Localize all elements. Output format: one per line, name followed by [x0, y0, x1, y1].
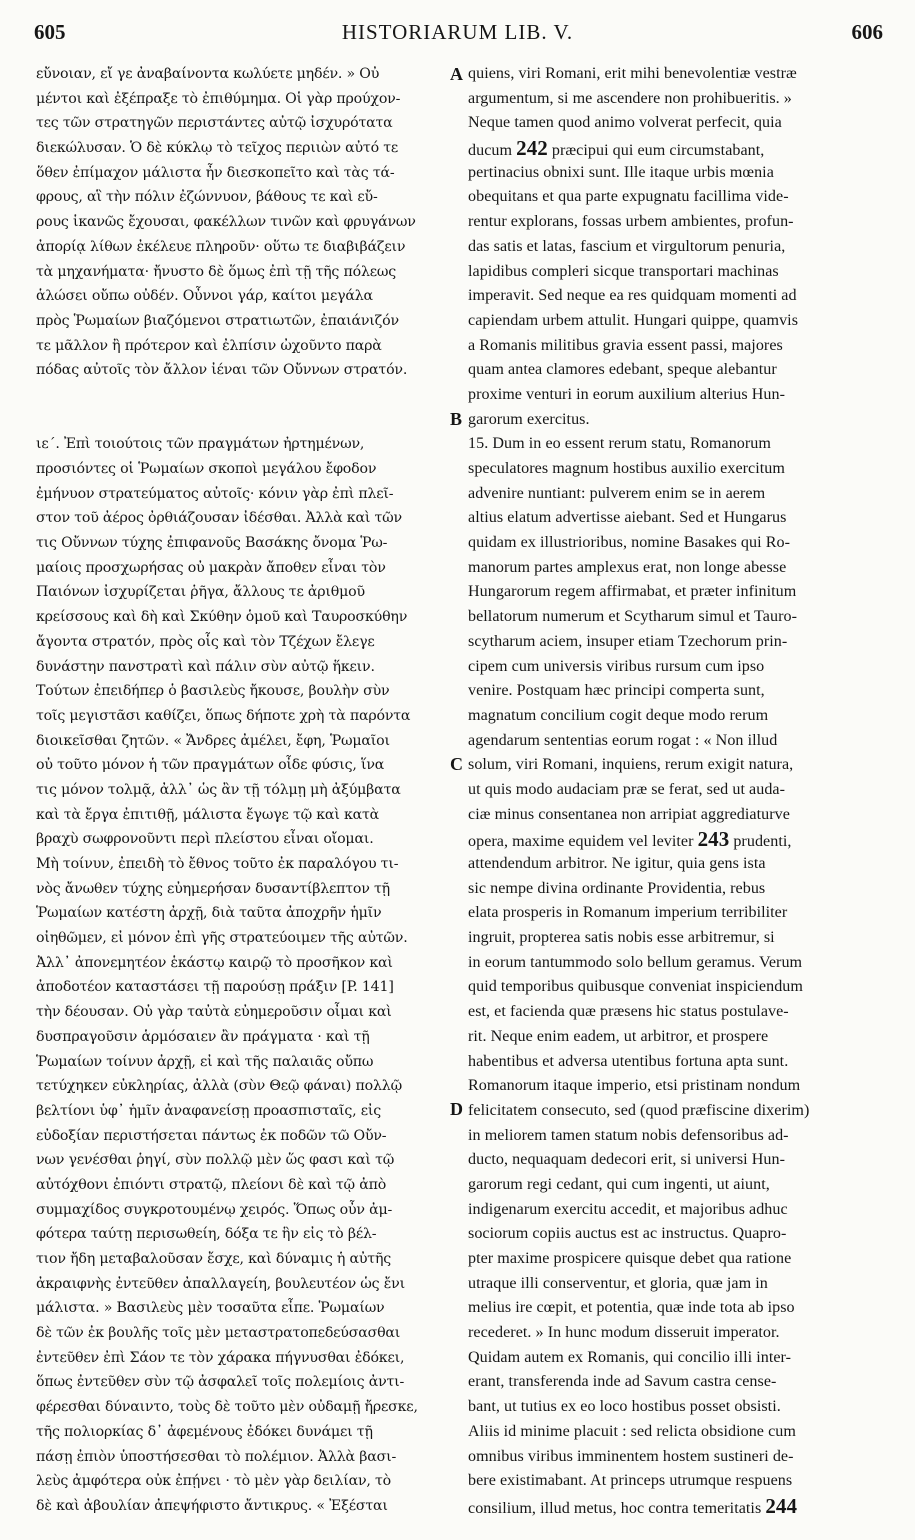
latin-text-line: Aliis id minime placuit : sed relicta obsidione cum: [468, 1422, 796, 1440]
greek-text-line: φότερα ταύτῃ περισωθείη, δόξα τε ἣν εἰς τὸ βέλ-: [36, 1226, 377, 1243]
latin-text-line: bant, ut tutius ex eo loco hostibus posset obsisti.: [468, 1398, 781, 1416]
greek-text-line: φρους, αἳ τὴν πόλιν ἐζώννυον, βάθους τε καὶ εὔ-: [36, 189, 378, 206]
latin-text-line: argumentum, si me ascendere non prohibueritis. »: [468, 89, 792, 107]
latin-text-column: [468, 62, 878, 1519]
page-number-right: 606: [851, 20, 883, 44]
section-marker-a: A: [450, 64, 463, 84]
latin-text-line: Romanorum itaque imperio, etsi pristinam nondum: [468, 1077, 801, 1095]
latin-text-line: imperavit. Sed neque ea res quidquam momenti ad: [468, 287, 797, 305]
greek-text-line: ἀποδοτέον καταστάσει τῇ παρούσῃ πράξιν [P. 141]: [36, 979, 394, 996]
latin-text-line: altius elatum advertisse aiebant. Sed et Hungarus: [468, 509, 787, 527]
greek-text-line: ἀκραιφνὴς ἐντεῦθεν ἀπαλλαγείη, βουλευτέον ὡς ἔνι: [36, 1275, 405, 1292]
greek-text-line: Μὴ τοίνυν, ἐπειδὴ τὸ ἔθνος τοῦτο ἐκ παραλόγου τι-: [36, 856, 399, 872]
greek-text-line: [36, 408, 454, 433]
latin-text-line: ducum 242 præcipui qui eum circumstabant,: [468, 136, 765, 161]
greek-text-line: ὅπως ἐντεῦθεν σὺν τῷ ἀσφαλεῖ τοῖς πολεμίοις ἀντι-: [36, 1374, 405, 1391]
greek-text-line: μέντοι καὶ ἐξέπραξε τὸ ἐπιθύμημα. Οἱ γὰρ προύχον-: [36, 90, 401, 107]
latin-text-line: speculatores magnum hostibus auxilio exercitum: [468, 460, 785, 477]
greek-text-line: τιον ἤδη μεταβαλοῦσαν ἔσχε, καὶ δύναμις ἡ αὐτῆς: [36, 1251, 391, 1267]
latin-text-line: elata prosperis in Romanum imperium terribiliter: [468, 904, 788, 922]
greek-text-line: προσιόντες οἱ Ῥωμαίων σκοποὶ μεγάλου ἔφοδον: [36, 461, 377, 477]
greek-text-line: δὲ τῶν ἐκ βουλῆς τοῖς μὲν μεταστρατοπεδεύσασθαι: [36, 1325, 401, 1342]
latin-text-line: solum, viri Romani, inquiens, rerum exigit natura,: [468, 756, 794, 774]
inline-page-number: 243: [697, 827, 730, 852]
greek-text-column: [36, 62, 454, 1519]
latin-text-line: rentur explorans, fossas urbem ambientes, profun-: [468, 213, 794, 231]
latin-text-line: attendendum arbitror. Ne igitur, quia gens ista: [468, 855, 766, 872]
greek-text-line: τοῖς μεγιστᾶσι καθίζει, ὅπως δήποτε χρὴ τὰ παρόντα: [36, 707, 411, 724]
latin-text-line: manorum partes amplexus erat, non longe abesse: [468, 558, 787, 576]
latin-text-line: opera, maxime equidem vel leviter 243 prudenti,: [468, 827, 792, 852]
greek-text-line: τες τῶν στρατηγῶν περιστάντες αὐτῷ ἰσχυρότατα: [36, 115, 393, 132]
latin-text-line: utraque illi conserventur, et gloria, quæ jam in: [468, 1274, 768, 1292]
latin-text-line: erant, transferenda inde ad Savum castra cense-: [468, 1373, 777, 1391]
latin-text-line: quid temporibus quibusque conveniat inspiciendum: [468, 978, 803, 996]
latin-text-line: a Romanis militibus gravia essent passi, majores: [468, 336, 783, 354]
latin-text-line: magnatum concilium cogit deque modo rerum: [468, 706, 769, 724]
greek-text-line: βελτίονι ὑφ᾽ ἡμῖν ἀναφανείσῃ προασπισταῖς, εἰς: [36, 1102, 381, 1119]
latin-text-line: Neque tamen quod animo volverat perfecit, quia: [468, 114, 782, 132]
latin-text-line: obequitans et qua parte expugnatu facillima vide-: [468, 188, 789, 206]
greek-text-line: στον τοῦ ἀέρος ὀρθιάζουσαν ἰδέσθαι. Ἀλλὰ καὶ τῶν: [36, 510, 402, 527]
page-header: [28, 20, 887, 56]
greek-text-line: εὔνοιαν, εἴ γε ἀναβαίνοντα κωλύετε μηδέν. » Οὐ: [36, 66, 380, 82]
greek-text-line: τε μᾶλλον ἢ πρότερον καὶ ἐλπίσιν ὠχοῦντο παρὰ: [36, 337, 382, 354]
latin-text-line: ut quis modo audaciam præ se ferat, sed ut auda-: [468, 780, 786, 798]
greek-text-line: ἄγοντα στρατόν, πρὸς οἷς καὶ τὸν Τζέχων ἔλεγε: [36, 633, 375, 650]
greek-text-line: ἁλώσει οὔπω οὐδέν. Οὖννοι γάρ, καίτοι μεγάλα: [36, 288, 373, 305]
latin-text-line: quiens, viri Romani, erit mihi benevolentiæ vestræ: [468, 65, 797, 82]
latin-text-line: lapidibus compleri sicque transportari machinas: [468, 262, 779, 280]
latin-text-line: rit. Neque enim eadem, ut arbitror, et prospere: [468, 1027, 769, 1045]
greek-text-line: νὸς ἄνωθεν τύχης εὐημερήσαν δυσαντίβλεπτον τῇ: [36, 880, 390, 897]
greek-text-line: φέρεσθαι δύναιντο, τοὺς δὲ τοῦτο μὲν οὐδαμῇ ἤρεσκε,: [36, 1399, 418, 1416]
latin-text-line: ducto, nequaquam dedecori erit, si universi Hun-: [468, 1151, 786, 1169]
latin-text-line: das satis et latas, fascium et virgultorum penuria,: [468, 237, 786, 255]
latin-text-line: felicitatem consecuto, sed (quod præfiscine dixerim): [468, 1101, 810, 1119]
greek-text-line: λεὺς ἀμφότερα οὐκ ἐπῄνει · τὸ μὲν γὰρ δειλίαν, τὸ: [36, 1473, 391, 1490]
latin-text-line: garorum exercitus.: [468, 410, 590, 428]
latin-text-line: est, et facienda quæ præsens hic status postulave-: [468, 1003, 789, 1021]
latin-text-line: advenire nuntiant: pulverem enim se in aerem: [468, 484, 766, 502]
greek-text-line: Ῥωμαίων κατέστη ἀρχῇ, διὰ ταῦτα ἀποχρῆν ἡμῖν: [36, 905, 382, 922]
latin-text-line: ingruit, propterea satis nobis esse arbitremur, si: [468, 929, 775, 947]
inline-page-number: 242: [516, 136, 548, 161]
latin-text-line: sic nempe divina ordinante Providentia, rebus: [468, 879, 766, 897]
greek-text-line: βραχὺ σωφρονοῦντι περὶ πλείστου εἶναι οἴομαι.: [36, 831, 374, 848]
greek-text-line: οὐ τοῦτο μόνον ἡ τῶν πραγμάτων οἶδε φύσις, ἵνα: [36, 757, 385, 774]
greek-text-line: ἐντεῦθεν ἐπὶ Σάον τε τὸν χάρακα πήγνυσθαι ἐδόκει,: [36, 1349, 405, 1366]
greek-text-line: οἰηθῶμεν, εἰ μόνον ἐπὶ γῆς στρατεύοιμεν τῆς αὐτῶν.: [36, 930, 408, 947]
latin-text-line: bellatorum numerum et Scytharum simul et Tauro-: [468, 608, 797, 626]
latin-text-line: quidam ex illustrioribus, nomine Basakes qui Ro-: [468, 534, 791, 552]
greek-text-line: νων γενέσθαι ῥηγί, σὺν πολλῷ μὲν ὥς φασι καὶ τῷ: [36, 1152, 395, 1169]
greek-text-line: πρὸς Ῥωμαίων βιαζόμενοι στρατιωτῶν, ἐπαιάνιζόν: [36, 312, 399, 329]
latin-text-line: scytharum aciem, insuper etiam Tzechorum prin-: [468, 632, 788, 650]
latin-text-line: Hungarorum regem affirmabat, et præter infinitum: [468, 583, 797, 601]
greek-text-line: ὅθεν ἐπίμαχον μάλιστα ἦν διεσκοπεῖτο καὶ τὰς τά-: [36, 164, 395, 181]
latin-text-line: habentibus et adversa utentibus fortuna apta sunt.: [468, 1052, 789, 1070]
greek-text-line: πόδας αὐτοῖς τὸν ἄλλον ἰέναι τῶν Οὔννων στρατόν.: [36, 362, 408, 379]
latin-text-line: melius ire cœpit, et potentia, quæ inde tota ab ipso: [468, 1299, 795, 1317]
latin-text-line: Quidam autem ex Romanis, qui concilio illi inter-: [468, 1348, 792, 1366]
latin-text-line: consilium, illud metus, hoc contra temeritatis 244: [468, 1493, 797, 1518]
greek-text-line: τὴν δέουσαν. Οὐ γὰρ ταὐτὰ εὐημεροῦσιν οἶμαι καὶ: [36, 1004, 392, 1021]
inline-page-number: 244: [765, 1493, 797, 1518]
greek-text-line: διοικεῖσθαι ζητῶν. « Ἄνδρες ἀμέλει, ἔφη, Ῥωμαῖοι: [36, 732, 390, 749]
latin-text-line: cipem cum universis viribus rursum cum ipso: [468, 657, 765, 675]
greek-text-line: Ἀλλ᾽ ἀπονεμητέον ἑκάστῳ καιρῷ τὸ προσῆκον καὶ: [36, 954, 393, 971]
greek-text-line: αὐτόχθονι ἐπιόντι στρατῷ, πλείονι δὲ καὶ τῷ ἀπὸ: [36, 1176, 387, 1193]
latin-text-line: capiendam urbem attulit. Hungari quippe, quamvis: [468, 311, 799, 329]
greek-text-line: πάσῃ ἐπιὸν ὑποστήσεσθαι τὸ πολέμιον. Ἀλλὰ βασι-: [36, 1448, 397, 1465]
latin-text-line: venire. Postquam hæc principi comperta sunt,: [468, 682, 765, 700]
greek-text-line: Παιόνων ἰσχυρίζεται ῥῆγα, ἄλλους τε ἀριθμοῦ: [36, 584, 365, 601]
greek-text-line: ρους ἱκανῶς ἔχουσαι, φακέλλων τινῶν καὶ φρυγάνων: [36, 214, 416, 231]
latin-text-line: pertinacius obnixi sunt. Ille itaque urbis mœnia: [468, 163, 774, 181]
greek-text-line: μαίοις προσχωρήσας οὐ μακρὰν ἄποθεν εἶναι τὸν: [36, 559, 386, 576]
greek-text-line: ιε΄. Ἐπὶ τοιούτοις τῶν πραγμάτων ἠρτημένων,: [36, 436, 365, 453]
greek-text-line: τις Οὔννων τύχης ἐπιφανοῦς Βασάκης ὄνομα Ῥω-: [36, 535, 388, 552]
latin-text-line: proxime venturi in eorum auxilium alterius Hun-: [468, 385, 786, 403]
greek-text-line: καὶ τὰ ἔργα ἐπιτιθῇ, μάλιστα ἔγωγε τῷ καὶ κατὰ: [36, 806, 380, 823]
greek-text-line: τετύχηκεν εὐκληρίας, ἀλλὰ (σὺν Θεῷ φάναι) πολλῷ: [36, 1078, 402, 1095]
greek-text-line: δυσπραγοῦσιν ἁρμόσαιεν ἂν πράγματα · καὶ τῇ: [36, 1028, 370, 1045]
running-title: HISTORIARUM LIB. V.: [341, 20, 574, 44]
greek-text-line: [36, 383, 454, 408]
greek-text-line: τὰ μηχανήματα· ἤνυστο δὲ ὅμως ἐπὶ τῇ τῆς πόλεως: [36, 263, 396, 280]
latin-text-line: bere existimabant. At princeps utrumque respuens: [468, 1472, 793, 1490]
greek-text-line: δυνάστην πανστρατὶ καὶ πάλιν σὺν αὐτῷ ἥκειν.: [36, 658, 375, 675]
latin-text-line: agendarum sententias eorum rogat : « Non illud: [468, 731, 778, 749]
latin-text-line: sociorum copiis auctus est ac instructus. Quapro-: [468, 1225, 787, 1243]
section-marker-b: B: [450, 409, 463, 429]
greek-text-line: Ῥωμαίων τοίνυν ἀρχῇ, εἰ καὶ τῆς παλαιᾶς οὔπω: [36, 1053, 374, 1070]
latin-text-line: in eorum tantummodo solo bellum geramus. Verum: [468, 953, 803, 971]
greek-text-line: εὐδοξίαν περιστήσεται πάντως ἐκ ποδῶν τῶ Οὔν-: [36, 1127, 387, 1144]
greek-text-line: τις μόνον τολμᾷ, ἀλλ᾽ ὡς ἂν τῇ τόλμῃ μὴ ἀξύμβατα: [36, 781, 401, 798]
section-marker-d: D: [450, 1099, 463, 1119]
greek-text-line: Τούτων ἐπειδήπερ ὁ βασιλεὺς ἤκουσε, βουλὴν σὺν: [36, 683, 390, 700]
latin-text-line: garorum regi cedant, qui cum ingenti, ut aiunt,: [468, 1175, 770, 1193]
greek-text-line: τῆς πολιορκίας δ᾽ ἀφεμένους ἐδόκει δυνάμει τῇ: [36, 1423, 373, 1440]
greek-text-line: συμμαχίδος συγκροτουμένῳ χειρός. Ὅπως οὖν ἀμ-: [36, 1201, 393, 1218]
latin-text-line: quam antea clamores edebant, speque alebantur: [468, 361, 777, 379]
greek-text-line: μάλιστα. » Βασιλεὺς μὲν τοσαῦτα εἶπε. Ῥωμαίων: [36, 1300, 385, 1317]
greek-text-line: δὲ καὶ ἀβουλίαν ἀπεψήφιστο ἄντικρυς. « Ἐξέσται: [36, 1497, 388, 1514]
greek-text-line: κρείσσους καὶ δὴ καὶ Σκύθην ὁμοῦ καὶ Ταυροσκύθην: [36, 609, 408, 626]
latin-text-line: recederet. » In hunc modum disseruit imperator.: [468, 1324, 780, 1342]
latin-text-line: omnibus viribus imminentem hostem sustineri de-: [468, 1447, 794, 1465]
greek-text-line: ἀπορίᾳ λίθων ἐκέλευε πληροῦν· οὕτω τε διαβιβάζειν: [36, 238, 406, 255]
greek-text-line: διεκώλυσαν. Ὁ δὲ κύκλῳ τὸ τεῖχος περιιὼν αὐτό τε: [36, 140, 399, 157]
page-number-left: 605: [34, 20, 66, 44]
section-marker-c: C: [450, 754, 463, 774]
latin-text-line: ciæ minus consentanea non arripiat aggrediaturve: [468, 805, 790, 823]
greek-text-line: ἐμήνυον στρατεύματος αὐτοῖς· κόνιν γὰρ ἐπὶ πλεῖ-: [36, 485, 394, 502]
latin-text-line: pter maxime prospicere quisque debet qua ratione: [468, 1250, 792, 1267]
latin-text-line: 15. Dum in eo essent rerum statu, Romanorum: [468, 435, 771, 453]
latin-text-line: in meliorem tamen statum nobis defensoribus ad-: [468, 1126, 789, 1144]
latin-text-line: indigenarum exercitu accedit, et majoribus adhuc: [468, 1200, 788, 1218]
